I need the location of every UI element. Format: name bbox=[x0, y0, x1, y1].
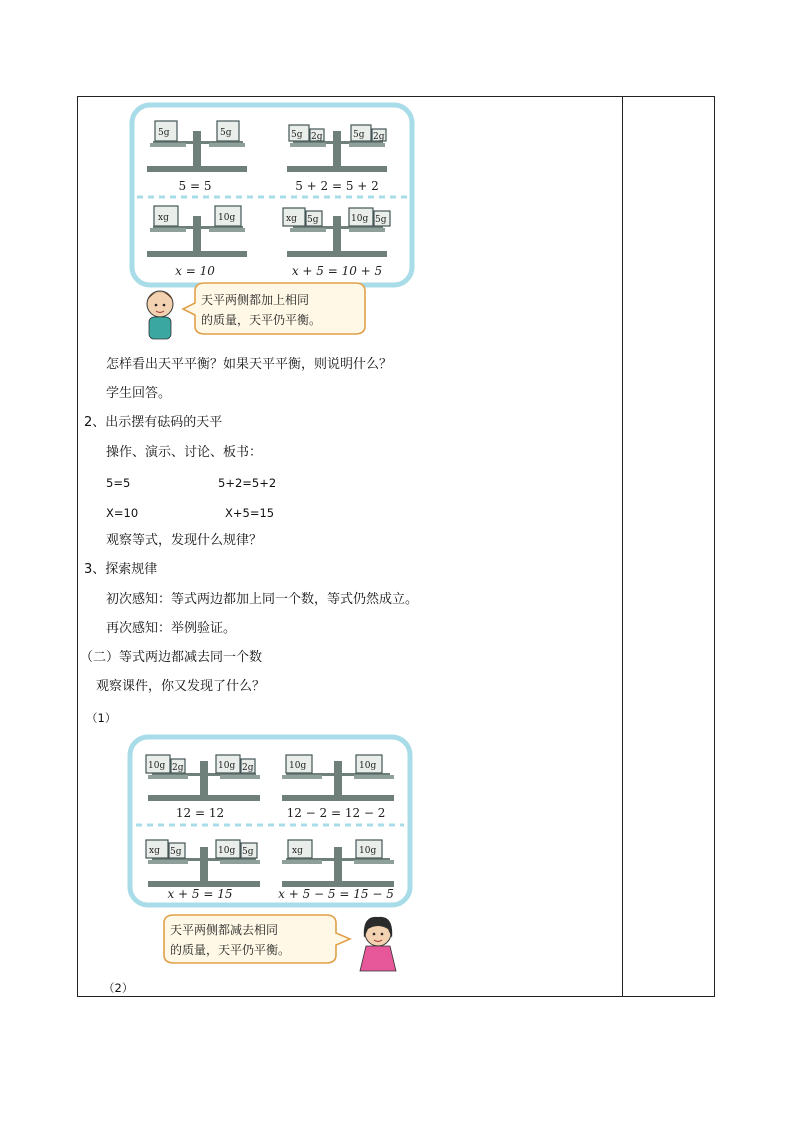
speech-text: 天平两侧都加上相同 bbox=[201, 293, 310, 307]
weight-label: 2g bbox=[373, 132, 385, 142]
question-text: 观察课件，你又发现了什么？ bbox=[96, 679, 266, 694]
balance-figure-subtraction bbox=[126, 733, 416, 979]
body-text: 初次感知：等式两边都加上同一个数，等式仍然成立。 bbox=[106, 592, 419, 607]
question-text: 观察等式，发现什么规律？ bbox=[106, 533, 263, 548]
equation-text: 5+2=5+2 bbox=[218, 476, 277, 490]
weight-label: 10g bbox=[218, 846, 236, 856]
equation-label: x + 5 = 10 + 5 bbox=[291, 264, 383, 278]
weight-label: xg bbox=[149, 846, 160, 856]
weight-label: 5g bbox=[353, 130, 365, 140]
weight-label: 5g bbox=[291, 130, 303, 140]
weight-label: 5g bbox=[170, 847, 182, 857]
weight-label: 5g bbox=[307, 215, 319, 225]
section-heading: （二）等式两边都减去同一个数 bbox=[80, 650, 263, 665]
balance-figure-addition bbox=[125, 101, 425, 346]
equation-label: 12 = 12 bbox=[175, 806, 225, 820]
weight-label: 10g bbox=[351, 214, 369, 224]
girl-character-icon bbox=[360, 917, 396, 971]
weight-label: 5g bbox=[242, 847, 254, 857]
weight-label: xg bbox=[158, 213, 169, 223]
weight-label: 10g bbox=[289, 761, 307, 771]
equation-text: 5=5 bbox=[106, 476, 131, 490]
equation-text: X+5=15 bbox=[225, 506, 275, 520]
weight-label: xg bbox=[286, 214, 297, 224]
table-column-divider bbox=[622, 96, 623, 997]
equation-label: 5 + 2 = 5 + 2 bbox=[295, 179, 379, 193]
step-subtext: 操作、演示、讨论、板书： bbox=[106, 445, 263, 460]
weight-label: 10g bbox=[359, 761, 377, 771]
weight-label: 5g bbox=[375, 215, 387, 225]
equation-label: x = 10 bbox=[175, 264, 215, 278]
step-heading: 3、探索规律 bbox=[84, 562, 158, 577]
boy-character-icon bbox=[147, 291, 173, 339]
equation-text: X=10 bbox=[106, 506, 139, 520]
weight-label: xg bbox=[292, 846, 303, 856]
weight-label: 10g bbox=[359, 846, 377, 856]
speech-text: 天平两侧都减去相同 bbox=[170, 923, 279, 937]
speech-text: 的质量，天平仍平衡。 bbox=[170, 943, 291, 957]
weight-label: 10g bbox=[148, 761, 166, 771]
weight-label: 2g bbox=[172, 763, 184, 773]
equation-label: 5 = 5 bbox=[178, 179, 212, 193]
answer-text: 学生回答。 bbox=[106, 386, 172, 401]
equation-label: x + 5 − 5 = 15 − 5 bbox=[278, 887, 394, 901]
weight-label: 10g bbox=[218, 213, 236, 223]
question-text: 怎样看出天平平衡？如果天平平衡，则说明什么？ bbox=[106, 357, 393, 372]
equation-label: 12 − 2 = 12 − 2 bbox=[286, 806, 386, 820]
weight-label: 5g bbox=[158, 128, 170, 138]
item-label: （2） bbox=[103, 981, 134, 995]
weight-label: 2g bbox=[242, 763, 254, 773]
item-label: （1） bbox=[86, 711, 117, 725]
weight-label: 2g bbox=[311, 132, 323, 142]
equation-label: x + 5 = 15 bbox=[167, 887, 233, 901]
body-text: 再次感知：举例验证。 bbox=[106, 621, 237, 636]
weight-label: 10g bbox=[218, 761, 236, 771]
step-heading: 2、出示摆有砝码的天平 bbox=[84, 415, 223, 430]
speech-text: 的质量，天平仍平衡。 bbox=[201, 313, 322, 327]
weight-label: 5g bbox=[220, 128, 232, 138]
